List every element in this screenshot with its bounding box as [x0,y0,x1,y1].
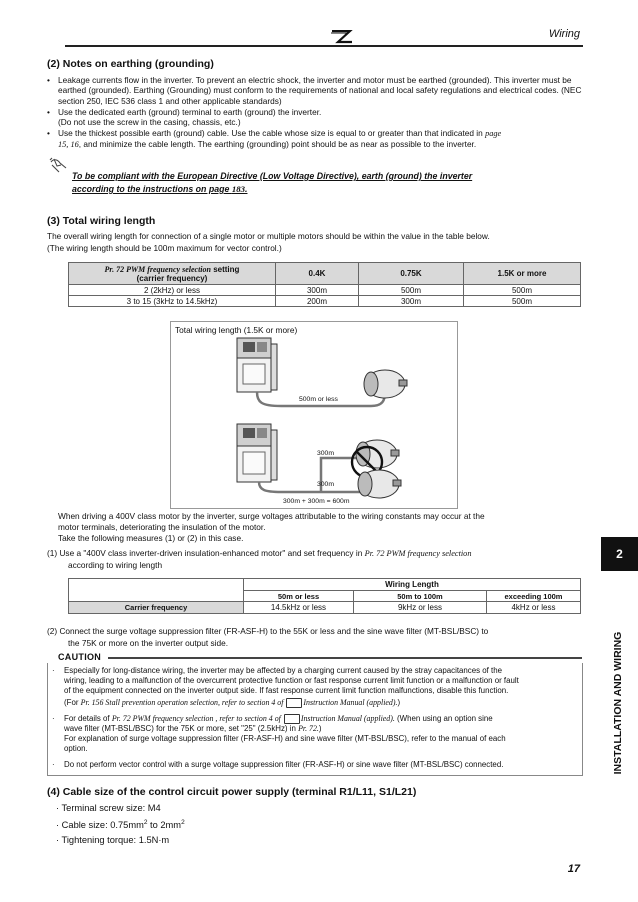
chapter-label [603,578,633,828]
caution-text: (For [64,698,81,708]
caution-item [52,698,576,708]
table-header: 0.4K [276,263,359,285]
table-cell: 4kHz or less [487,602,581,614]
diagram-label: 300m + 300m = 600m [283,498,350,505]
bullet-text: Use the thickest possible earth (ground) cable. Use the cable whose size is equal to or greater than that indicated in [58,128,483,138]
measure-text: (1) Use a "400V class inverter-driven insulation-enhanced motor" and set frequency in [47,548,365,558]
note-line-1: To be compliant with the European Directive (Low Voltage Directive), earth (ground) the inverter [72,171,473,181]
caution-text: of the equipment connected on the inverter output side. If fast response current limit function malfunctions, disable this function. [64,686,509,695]
table-header: 0.75K [359,263,464,285]
parameter-ref: Pr. 156 Stall prevention operation selection, refer to section 4 of [80,698,286,708]
bullet-text: Leakage currents flow in the inverter. To prevent an electric shock, the inverter and motor must be earthed (grounded). This inverter must be earthed (grounded). Earthing (Grounding) must conform to the requirements of national and local safety regulations and electrical codes. (NEC section 250, IEC 536 class 1 and other applicable standards) [58,75,582,106]
spec-text: to 2mm [147,820,182,831]
manual-book-icon [286,698,302,708]
table-cell: 500m [359,285,464,296]
spec-text: · Cable size: 0.75mm [56,820,144,831]
section-heading-cable-size: (4) Cable size of the control circuit power supply (terminal R1/L11, S1/L21) [47,786,417,798]
paragraph: (2) Connect the surge voltage suppression filter (FR-ASF-H) to the 55K or less and the sine wave filter (MT-BSL/BSC) to [47,626,489,636]
table-header: Wiring Length [244,579,581,591]
caution-text: ) [397,698,401,708]
page-ref-link[interactable]: 15, 16 [58,140,79,150]
paragraph: the 75K or more on the inverter output side. [68,638,229,648]
header-rule [65,45,583,47]
spec-line: · Terminal screw size: M4 [56,803,161,813]
table-cell [69,579,244,602]
spec-superscript: 2 [143,819,148,826]
motor-2-icon [356,440,399,468]
inverter-unit-1-icon [237,338,277,392]
table-cell: 3 to 15 (3kHz to 14.5kHz) [69,296,276,307]
inverter-unit-2-icon [237,424,277,482]
carrier-frequency-table [68,578,581,614]
spec-line: · Tightening torque: 1.5N·m [56,835,170,845]
diagram-title: Total wiring length (1.5K or more) [175,325,298,335]
manual-ref-link[interactable]: Instruction Manual (applied). [303,698,398,708]
caution-item: · Do not perform vector control with a surge voltage suppression filter (FR-ASF-H) or sine wave filter (MT-BSL/BSC) connected. [52,760,576,770]
table-header: Pr. 72 PWM frequency selection setting (carrier frequency) [69,263,276,285]
spec-line [56,819,185,830]
bullet-text: Use the dedicated earth (ground) terminal to earth (ground) the inverter. [58,107,322,117]
parameter-ref: Pr. 72 PWM frequency selection [364,549,472,558]
caution-text: Do not perform vector control with a surge voltage suppression filter (FR-ASF-H) or sine wave filter (MT-BSL/BSC) connected. [64,760,504,769]
caution-text: option. [64,744,88,754]
note-text: . [245,184,248,194]
paragraph: The overall wiring length for connection of a single motor or multiple motors should be within the value in the table below. [47,231,490,241]
section-heading-earthing: (2) Notes on earthing (grounding) [47,58,214,70]
list-item: • Use the dedicated earth (ground) terminal to earth (ground) the inverter. [47,107,582,117]
page-ref-link[interactable]: 183 [231,184,246,194]
table-cell: 2 (2kHz) or less [69,285,276,296]
table-header: exceeding 100m [487,591,581,602]
paragraph: according to wiring length [68,560,163,570]
note-text: according to the instructions on page [72,184,232,194]
table-cell: 200m [276,296,359,307]
caution-text: (When using an option sine [394,714,493,724]
caution-text: wave filter (MT-BSL/BSC) for the 75K or more, set "25" (2.5kHz) in [64,724,299,734]
measure-1 [47,548,582,559]
diagram-label: 300m [317,450,335,457]
list-item: • Leakage currents flow in the inverter. To prevent an electric shock, the inverter and motor must be earthed (grounded). This inverter must be earthed (grounded). Earthing (Grounding) must conform to the requirements of national and local safety regulations and electrical codes. (NEC section 250, IEC 536 class 1 and other applicable standards) [47,75,582,106]
table-cell: 500m [464,296,581,307]
table-cell: 500m [464,285,581,296]
table-cell: 9kHz or less [354,602,487,614]
table-row-label: Carrier frequency [69,602,244,614]
chapter-label-text: INSTALLATION AND WIRING [612,631,624,775]
table-row [69,285,581,296]
wiring-length-diagram [170,321,458,509]
chapter-tab: 2 [601,537,638,571]
paragraph: (The wiring length should be 100m maximum for vector control.) [47,243,282,253]
note-hand-icon [48,156,70,176]
table-header: 1.5K or more [464,263,581,285]
parameter-ref: Pr. 72 PWM frequency selection , refer to section 4 of [111,714,283,724]
motor-3-icon [358,470,401,498]
spec-superscript: 2 [181,819,185,826]
diagram-label: 500m or less [299,396,338,403]
header-title: Wiring [548,28,580,40]
manual-book-icon [284,714,300,724]
motor-1-icon [364,370,407,398]
table-cell: 300m [276,285,359,296]
table-row [69,602,581,614]
page-ref-link[interactable]: page [485,129,502,138]
caution-text: For explanation of surge voltage suppression filter (FR-ASF-H) and sine wave filter (MT-BSL/BSC), refer to the manual of each [64,734,506,744]
caution-text: wiring, leading to a malfunction of the overcurrent protective function or fast response current limit function or a malfunction or fault [64,676,519,685]
caution-text: Especially for long-distance wiring, the inverter may be affected by a charging current caused by the stray capacitances of the [64,666,503,675]
table-cell: 300m [359,296,464,307]
brand-logo-icon [330,30,354,44]
table-header: 50m or less [244,591,354,602]
wiring-length-table [68,262,581,307]
table-row [69,296,581,307]
paragraph: motor terminals, deteriorating the insulation of the motor. [58,522,266,532]
table-cell: 14.5kHz or less [244,602,354,614]
caution-item: · For details of Pr. 72 PWM frequency selection , refer to section 4 of Instruction Manual (applied). (When using an option sine wave filter (MT-BSL/BSC) for the 75K or more, set "25" (2.5kHz) in Pr. 72.) For explanation of surge voltage suppression filter (FR-ASF-H) and sine wave filter (MT-BSL/BSC), refer to the manual of each option. [52,714,506,754]
paragraph: When driving a 400V class motor by the inverter, surge voltages attributable to the wiring constants may occur at the [58,511,485,521]
bullet-text: , and minimize the cable length. The earthing (grounding) point should be as near as possible to the inverter. [78,139,477,150]
diagram-label: 300m [317,481,335,488]
section-heading-wiring-length: (3) Total wiring length [47,215,156,227]
caution-text: ) [318,724,322,734]
caution-item: · Especially for long-distance wiring, the inverter may be affected by a charging current caused by the stray capacitances of the wiring, leading to a malfunction of the overcurrent protective function or fast response current limit function or a malfunction or fault of the equipment connected on the inverter output side. If fast response current limit function malfunctions, disable this function. [52,666,519,695]
table-header: 50m to 100m [354,591,487,602]
manual-ref-link[interactable]: Instruction Manual (applied). [300,714,395,724]
bullet-text: (Do not use the screw in the casing, chassis, etc.) [58,117,241,127]
page-number: 17 [567,863,580,875]
list-item: • Use the thickest possible earth (ground) cable. Use the cable whose size is equal to or greater than that indicated in page 15, 16, and minimize the cable length. The earthing (grounding) point should be as near as possible to the inverter. [47,128,502,150]
paragraph: Take the following measures (1) or (2) in this case. [58,533,244,543]
note-line-2 [72,184,247,194]
caution-text: For details of [64,714,112,724]
list-item [47,117,582,127]
caution-label: CAUTION [58,652,102,662]
parameter-ref: Pr. 72. [298,724,319,734]
